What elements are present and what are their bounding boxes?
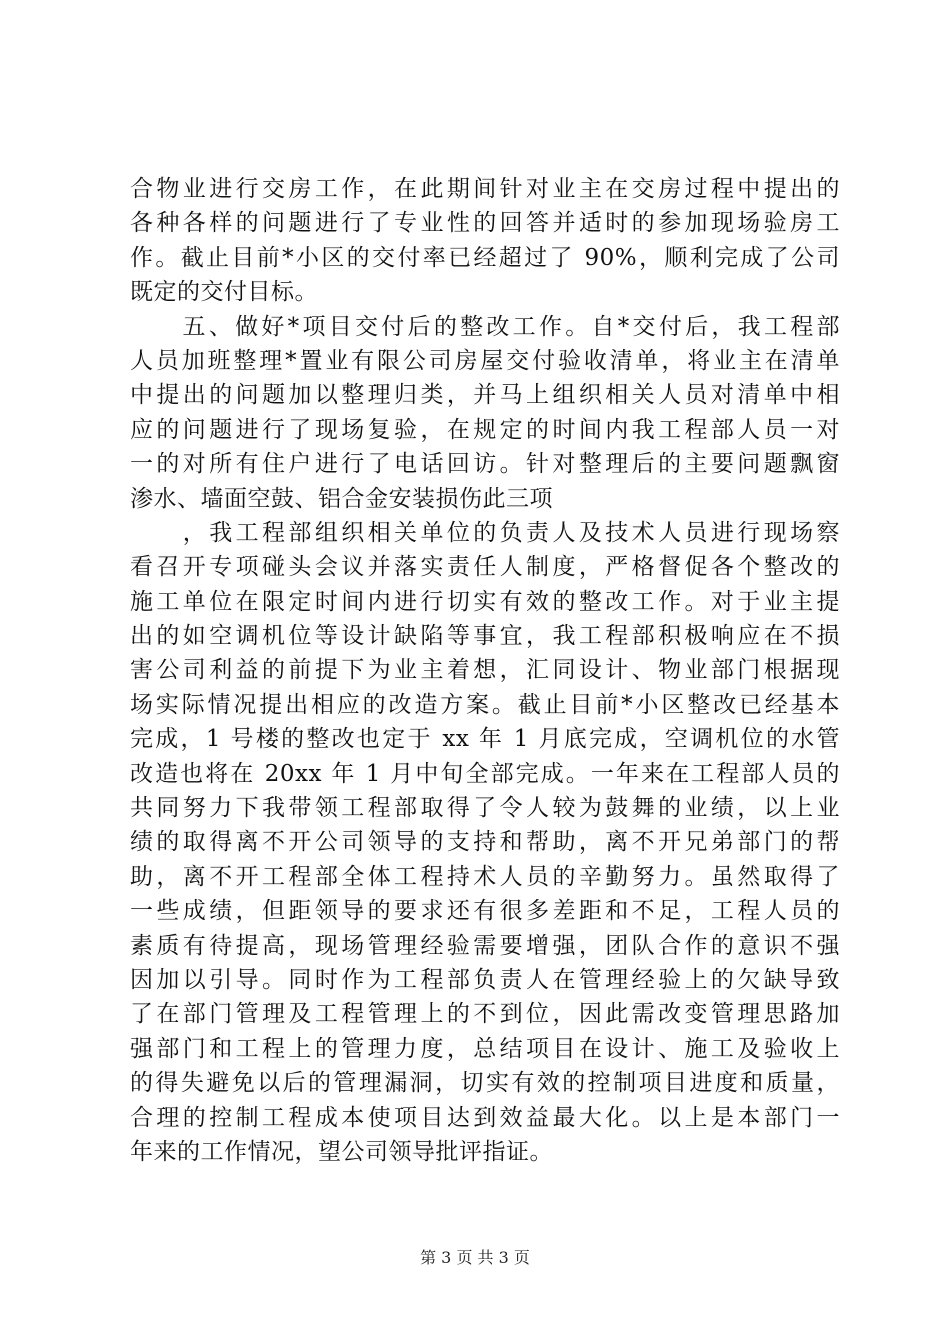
text-line: 施工单位在限定时间内进行切实有效的整改工作。对于业主提 — [130, 588, 840, 615]
text-line: 年来的工作情况，望公司领导批评指证。 — [130, 1138, 553, 1165]
text-line: 应的问题进行了现场复验，在规定的时间内我工程部人员一对 — [130, 416, 840, 443]
page-number-footer: 第 3 页 共 3 页 — [420, 1248, 530, 1267]
text-line: 了在部门管理及工程管理上的不到位，因此需改变管理思路加 — [130, 1001, 840, 1028]
text-line: ，我工程部组织相关单位的负责人及技术人员进行现场察 — [130, 519, 840, 546]
text-line: 一的对所有住户进行了电话回访。针对整理后的主要问题飘窗 — [130, 451, 840, 478]
text-line: 渗水、墙面空鼓、铝合金安装损伤此三项 — [130, 485, 553, 512]
body-text — [130, 172, 840, 1169]
text-line: 既定的交付目标。 — [130, 279, 318, 306]
text-line: 场实际情况提出相应的改造方案。截止目前*小区整改已经基本 — [130, 691, 840, 718]
text-line: 人员加班整理*置业有限公司房屋交付验收清单，将业主在清单 — [130, 347, 840, 374]
text-line: 改造也将在 20xx 年 1 月中旬全部完成。一年来在工程部人员的 — [130, 760, 840, 787]
text-line: 一些成绩，但距领导的要求还有很多差距和不足，工程人员的 — [130, 898, 840, 925]
text-line: 作。截止目前*小区的交付率已经超过了 90%，顺利完成了公司 — [130, 244, 840, 271]
text-line: 看召开专项碰头会议并落实责任人制度，严格督促各个整改的 — [130, 554, 840, 581]
text-line: 完成，1 号楼的整改也定于 xx 年 1 月底完成，空调机位的水管 — [130, 726, 840, 753]
text-line: 共同努力下我带领工程部取得了令人较为鼓舞的业绩，以上业 — [130, 795, 840, 822]
text-line: 害公司利益的前提下为业主着想，汇同设计、物业部门根据现 — [130, 657, 840, 684]
text-line: 各种各样的问题进行了专业性的回答并适时的参加现场验房工 — [130, 210, 840, 237]
text-line: 绩的取得离不开公司领导的支持和帮助，离不开兄弟部门的帮 — [130, 829, 840, 856]
text-line: 出的如空调机位等设计缺陷等事宜，我工程部积极响应在不损 — [130, 623, 840, 650]
text-line: 合理的控制工程成本使项目达到效益最大化。以上是本部门一 — [130, 1104, 840, 1131]
text-line: 素质有待提高，现场管理经验需要增强，团队合作的意识不强 — [130, 932, 840, 959]
text-line: 强部门和工程上的管理力度，总结项目在设计、施工及验收上 — [130, 1035, 840, 1062]
text-line: 合物业进行交房工作，在此期间针对业主在交房过程中提出的 — [130, 176, 840, 202]
text-line: 因加以引导。同时作为工程部负责人在管理经验上的欠缺导致 — [130, 966, 840, 993]
text-line: 助，离不开工程部全体工程持术人员的辛勤努力。虽然取得了 — [130, 863, 840, 890]
text-line: 中提出的问题加以整理归类，并马上组织相关人员对清单中相 — [130, 382, 840, 409]
text-line: 的得失避免以后的管理漏洞，切实有效的控制项目进度和质量， — [130, 1070, 840, 1097]
text-line: 五、做好*项目交付后的整改工作。自*交付后，我工程部 — [130, 313, 840, 340]
